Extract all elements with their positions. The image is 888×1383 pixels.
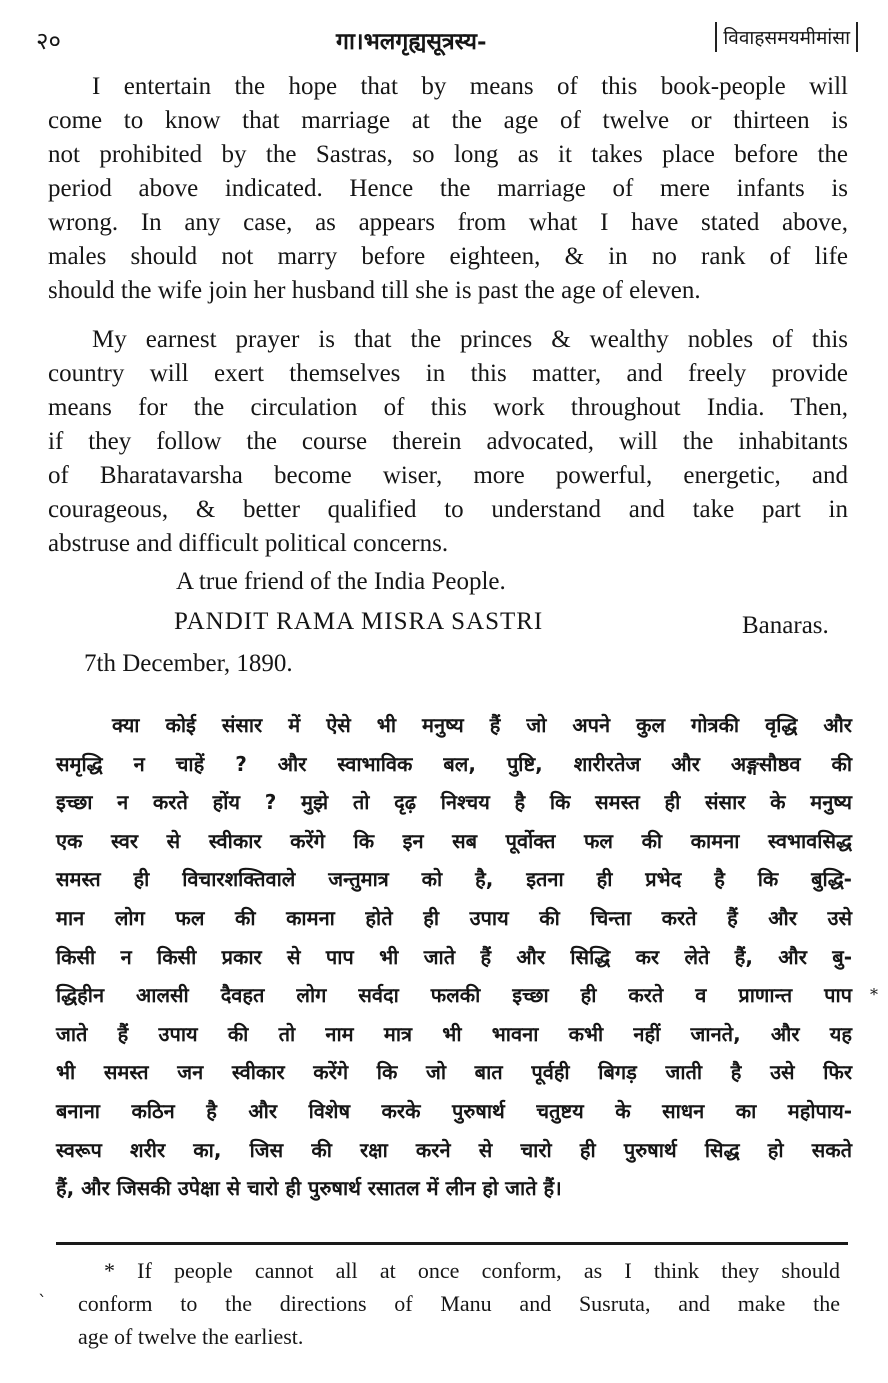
text-line: I entertain the hope that by means of this book-people will <box>92 73 848 100</box>
text-line: इच्छा न करते होंय ? मुझे तो दृढ़ निश्चय है कि समस्त ही संसार के मनुष्य <box>56 790 852 815</box>
signature-date: 7th December, 1890. <box>84 650 293 677</box>
text-line: द्धिहीन आलसी दैवहत लोग सर्वदा फलकी इच्छा ही करते व प्राणान्त पाप <box>56 983 852 1008</box>
text-line: भी समस्त जन स्वीकार करेंगे कि जो बात पूर्वही बिगड़ जाती है उसे फिर <box>56 1060 852 1085</box>
footnote-line: age of twelve the earliest. <box>78 1324 304 1349</box>
text-line: क्या कोई संसार में ऐसे भी मनुष्य हैं जो अपने कुल गोत्रकी वृद्धि और <box>112 713 852 737</box>
footnote <box>78 1254 840 1353</box>
text-line: come to know that marriage at the age of twelve or thirteen is <box>48 107 848 134</box>
text-line: if they follow the course therein advocated, will the inhabitants <box>48 428 848 455</box>
text-line: बनाना कठिन है और विशेष करके पुरुषार्थ चतुष्टय के साधन का महोपाय- <box>56 1098 852 1123</box>
text-line: males should not marry before eighteen, & in no rank of life <box>48 243 848 270</box>
margin-tick-mark: ` <box>38 1292 47 1313</box>
footnote-line: * If people cannot all at once conform, as I think they should <box>104 1258 840 1283</box>
english-paragraph-1 <box>48 70 848 308</box>
text-line: abstruse and difficult political concerns. <box>48 530 449 557</box>
text-line: समस्त ही विचारशक्तिवाले जन्तुमात्र को है, इतना ही प्रभेद है कि बुद्धि- <box>56 867 852 892</box>
footnote-divider <box>56 1242 848 1245</box>
footnote-line: conform to the directions of Manu and Susruta, and make the <box>78 1291 840 1316</box>
signature-closing: A true friend of the India People. <box>176 568 506 595</box>
english-paragraph-2 <box>48 323 848 561</box>
hindi-paragraph <box>56 706 852 1208</box>
signature-place: Banaras. <box>742 612 829 639</box>
text-line: country will exert themselves in this matter, and freely provide <box>48 360 848 387</box>
text-line: समृद्धि न चाहें ? और स्वाभाविक बल, पुष्टि, शारीरतेज और अङ्गसौष्ठव की <box>56 751 852 776</box>
running-title: गा।भलगृह्यसूत्रस्य- <box>336 28 487 55</box>
page-header <box>36 22 858 58</box>
text-line: स्वरूप शरीर का, जिस की रक्षा करने से चारो ही पुरुषार्थ सिद्ध हो सकते <box>56 1137 852 1162</box>
section-tag: विवाहसमयमीमांसा <box>715 22 858 52</box>
footnote-marker: * <box>870 985 878 1004</box>
text-line: किसी न किसी प्रकार से पाप भी जाते हैं और सिद्धि कर लेते हैं, और बु- <box>56 944 852 969</box>
signature-name: PANDIT RAMA MISRA SASTRI <box>174 608 544 635</box>
text-line: means for the circulation of this work throughout India. Then, <box>48 394 848 421</box>
text-line: एक स्वर से स्वीकार करेंगे कि इन सब पूर्वोक्त फल की कामना स्वभावसिद्ध <box>56 828 852 853</box>
text-line: जाते हैं उपाय की तो नाम मात्र भी भावना कभी नहीं जानते, और यह <box>56 1021 852 1046</box>
text-line: wrong. In any case, as appears from what I have stated above, <box>48 209 848 236</box>
text-line: courageous, & better qualified to understand and take part in <box>48 496 848 523</box>
text-line: हैं, और जिसकी उपेक्षा से चारो ही पुरुषार्थ रसातल में लीन हो जाते हैं। <box>56 1176 562 1201</box>
text-line: should the wife join her husband till she is past the age of eleven. <box>48 277 701 304</box>
text-line: not prohibited by the Sastras, so long as it takes place before the <box>48 141 848 168</box>
page-number: २० <box>36 27 61 55</box>
text-line: मान लोग फल की कामना होते ही उपाय की चिन्ता करते हैं और उसे <box>56 905 852 930</box>
text-line: My earnest prayer is that the princes & wealthy nobles of this <box>92 326 848 353</box>
text-line: of Bharatavarsha become wiser, more powerful, energetic, and <box>48 462 848 489</box>
text-line: period above indicated. Hence the marriage of mere infants is <box>48 175 848 202</box>
